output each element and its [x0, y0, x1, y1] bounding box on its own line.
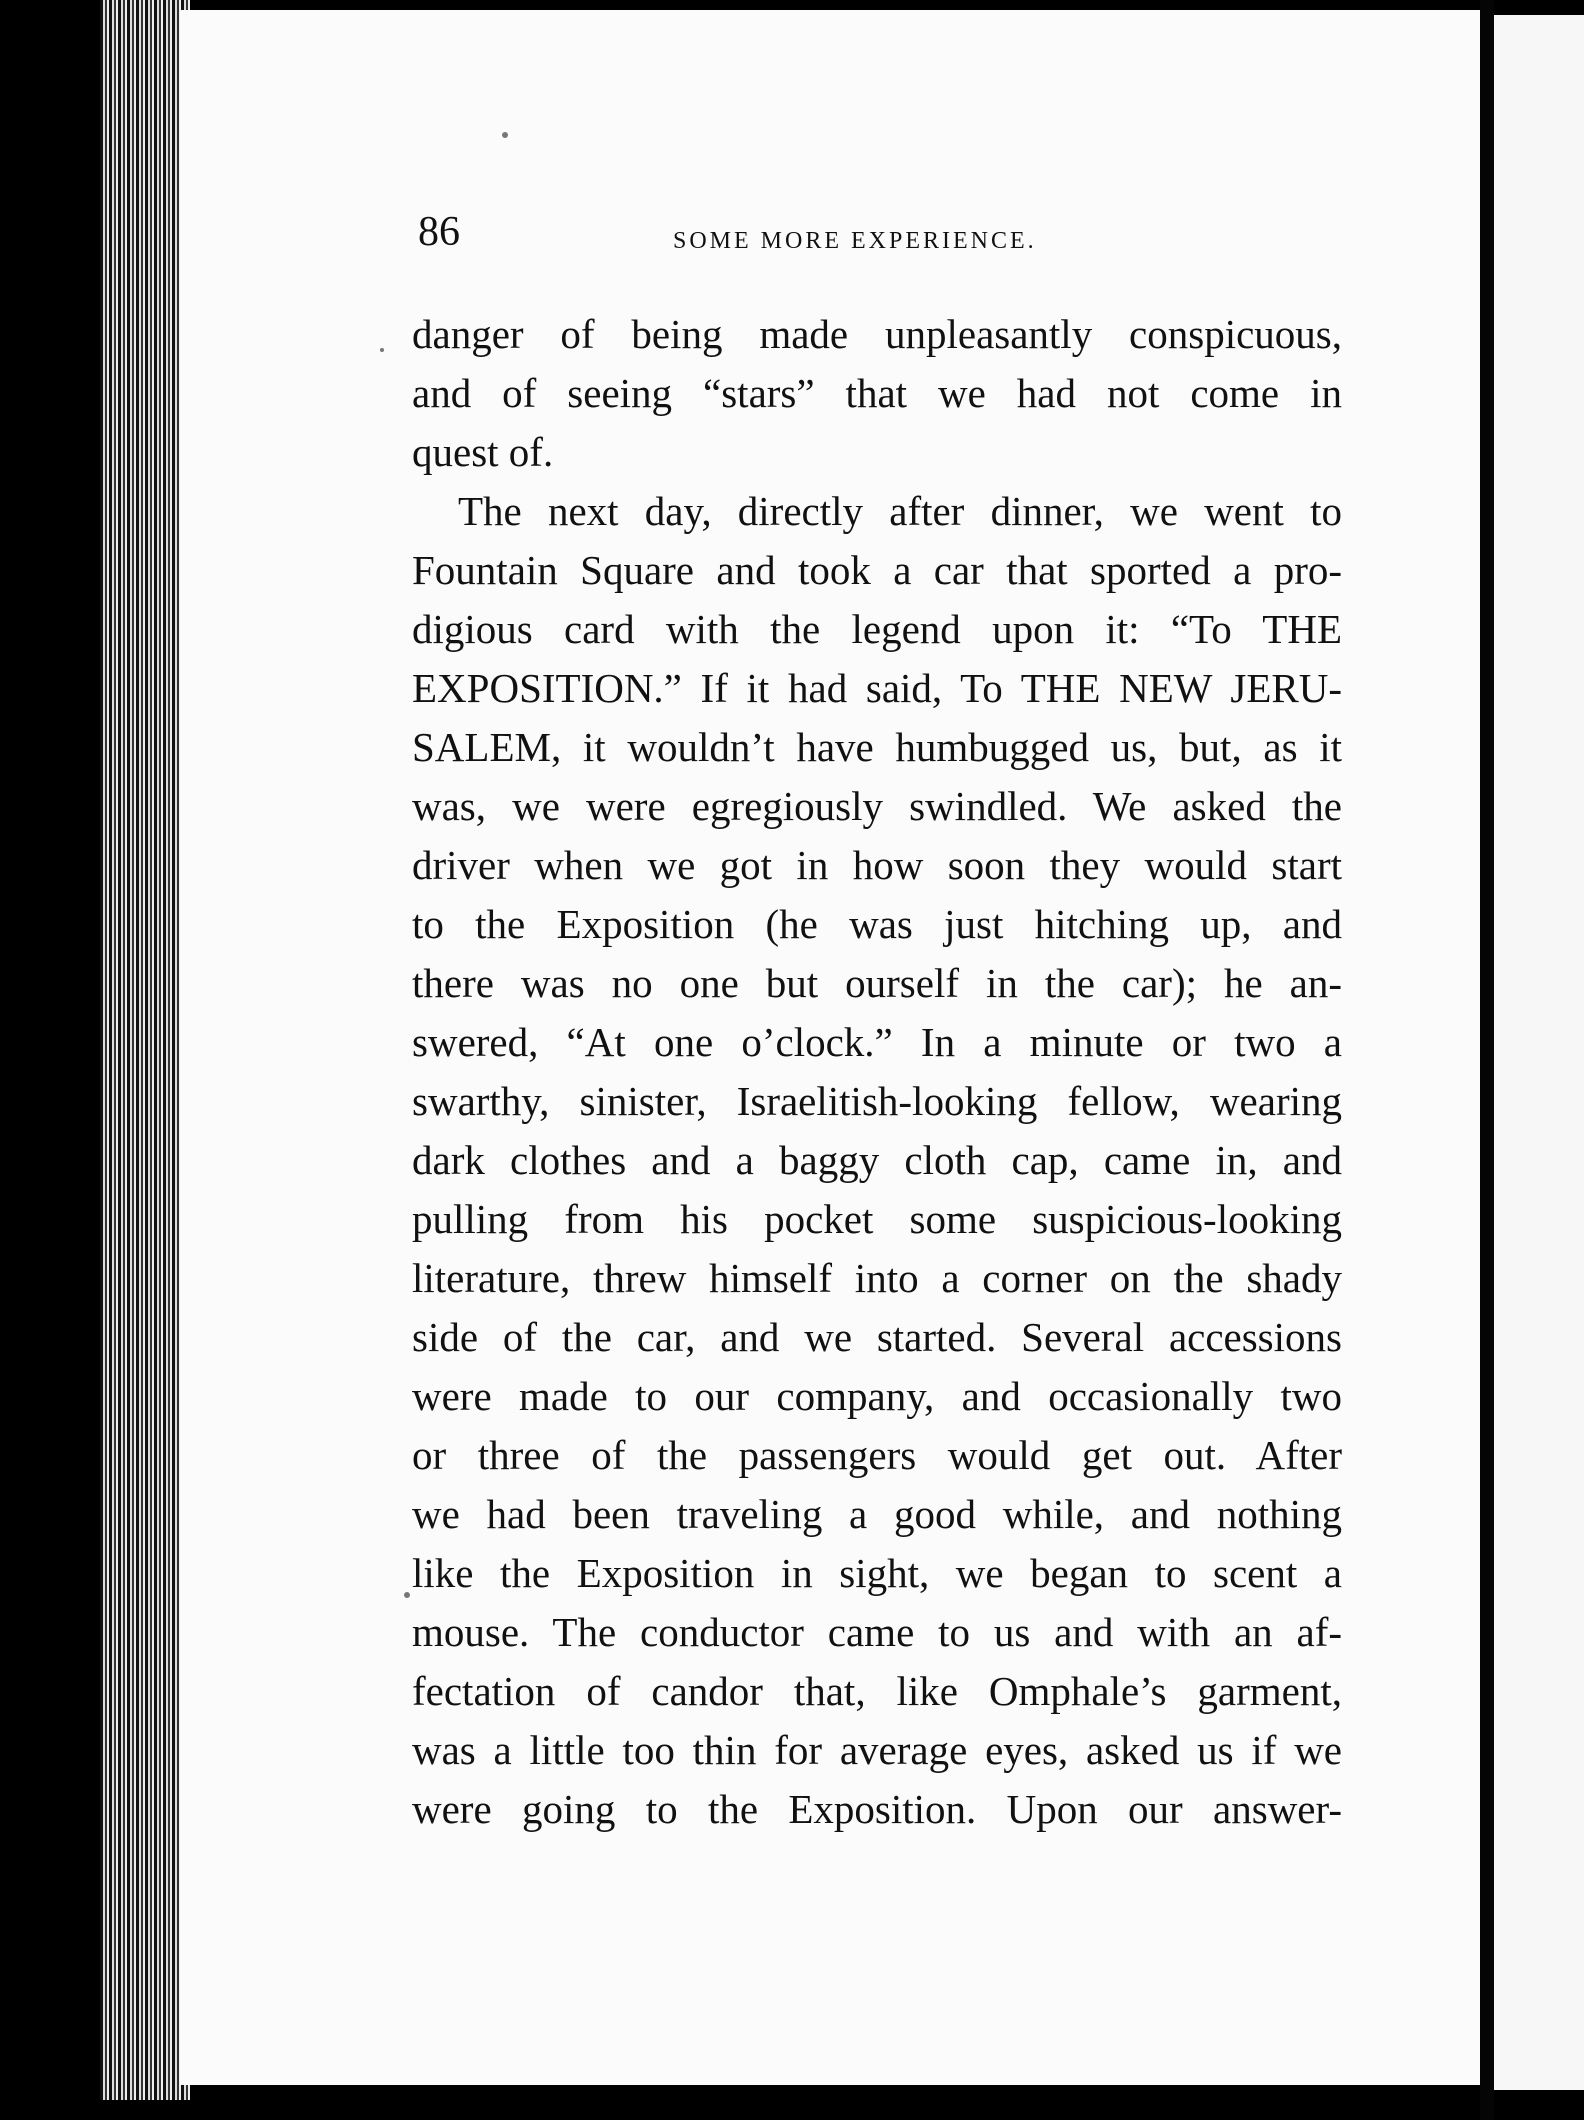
- facing-page-edge: [1494, 15, 1584, 2090]
- text-line: to the Exposition (he was just hitching up, and: [412, 901, 1342, 947]
- text-line: driver when we got in how soon they would start: [412, 842, 1342, 888]
- text-line: or three of the passengers would get out. After: [412, 1432, 1342, 1478]
- text-line: Fountain Square and took a car that sported a pro-: [412, 547, 1342, 593]
- text-line: literature, threw himself into a corner on the shady: [412, 1255, 1342, 1301]
- page-header: [418, 208, 1348, 268]
- text-line: were going to the Exposition. Upon our answer-: [412, 1786, 1342, 1832]
- scan-speck: [502, 132, 508, 138]
- text-line: side of the car, and we started. Several accessions: [412, 1314, 1342, 1360]
- text-line: was, we were egregiously swindled. We asked the: [412, 783, 1342, 829]
- text-line: mouse. The conductor came to us and with an af-: [412, 1609, 1342, 1655]
- text-line: were made to our company, and occasionally two: [412, 1373, 1342, 1419]
- text-line: digious card with the legend upon it: “To THE: [412, 606, 1342, 652]
- text-line: there was no one but ourself in the car); he an-: [412, 960, 1342, 1006]
- text-line: we had been traveling a good while, and nothing: [412, 1491, 1342, 1537]
- text-line: EXPOSITION.” If it had said, To THE NEW JERU-: [412, 665, 1342, 711]
- page-number: 86: [418, 209, 460, 255]
- text-line: swered, “At one o’clock.” In a minute or two a: [412, 1019, 1342, 1065]
- scan-speck: [380, 348, 384, 352]
- paragraph-start-line: The next day, directly after dinner, we went to: [458, 488, 1342, 534]
- body-text: [412, 305, 1342, 1839]
- text-line: fectation of candor that, like Omphale’s garment,: [412, 1668, 1342, 1714]
- text-line: dark clothes and a baggy cloth cap, came in, and: [412, 1137, 1342, 1183]
- page-edges: [100, 0, 190, 2100]
- text-line: like the Exposition in sight, we began to scent a: [412, 1550, 1342, 1596]
- text-line: SALEM, it wouldn’t have humbugged us, but, as it: [412, 724, 1342, 770]
- scan-speck: [404, 1592, 410, 1598]
- text-line: quest of.: [412, 429, 554, 475]
- text-line: swarthy, sinister, Israelitish-looking fellow, wearing: [412, 1078, 1342, 1124]
- gutter-shadow: [1480, 0, 1494, 2120]
- text-line: was a little too thin for average eyes, asked us if we: [412, 1727, 1342, 1773]
- running-head: SOME MORE EXPERIENCE.: [673, 228, 1037, 254]
- text-line: and of seeing “stars” that we had not come in: [412, 370, 1342, 416]
- text-line: pulling from his pocket some suspicious-looking: [412, 1196, 1342, 1242]
- text-line: danger of being made unpleasantly conspicuous,: [412, 311, 1342, 357]
